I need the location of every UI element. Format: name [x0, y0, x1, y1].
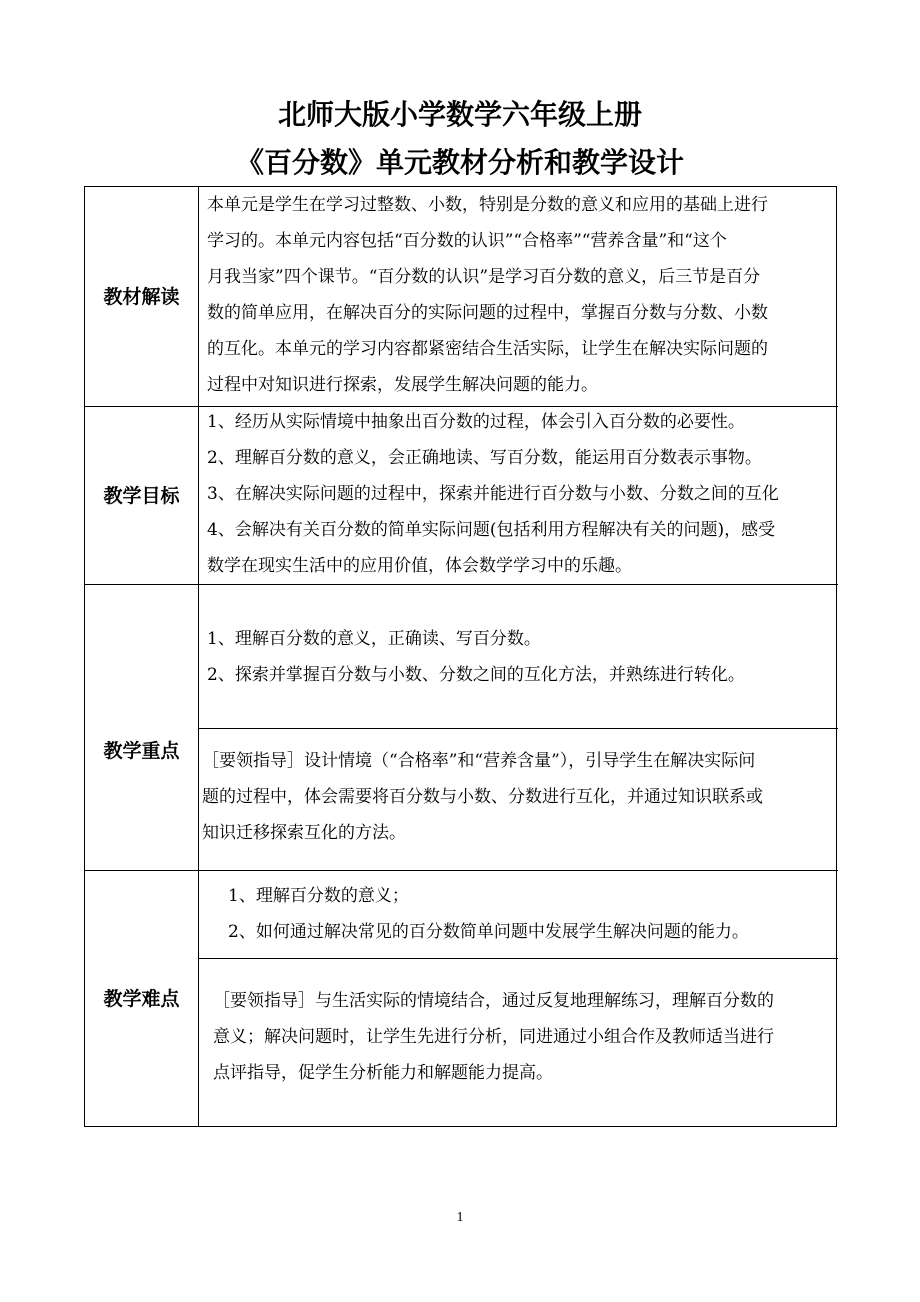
text-line: 月我当家”四个课节。“百分数的认识”是学习百分数的意义，后三节是百分 — [207, 267, 761, 287]
text-line: 3、在解决实际问题的过程中，探索并能进行百分数与小数、分数之间的互化 — [207, 484, 779, 504]
text-line: 数学在现实生活中的应用价值，体会数学学习中的乐趣。 — [207, 556, 632, 576]
text-line: 知识迁移探索互化的方法。 — [202, 823, 406, 843]
teaching-difficulty-guidance — [213, 983, 833, 1091]
document-title-line1: 北师大版小学数学六年级上册 — [277, 98, 642, 131]
text-line: ［要领指导］设计情境（“合格率”和“营养含量”），引导学生在解决实际问 — [202, 751, 756, 771]
text-line: 点评指导，促学生分析能力和解题能力提高。 — [213, 1063, 553, 1083]
teaching-objectives-content — [207, 404, 827, 584]
page-number: 1 — [456, 1210, 464, 1225]
teaching-focus-guidance — [202, 743, 822, 851]
row-label-textbook-analysis: 教材解读 — [103, 286, 180, 308]
row-divider — [85, 870, 838, 871]
text-line: 2、如何通过解决常见的百分数简单问题中发展学生解决问题的能力。 — [228, 922, 749, 942]
text-line: 2、探索并掌握百分数与小数、分数之间的互化方法，并熟练进行转化。 — [207, 665, 745, 685]
teaching-difficulty-content — [228, 878, 848, 950]
textbook-analysis-content — [207, 187, 827, 403]
row-label-teaching-difficulty: 教学难点 — [103, 988, 180, 1010]
text-line: 4、会解决有关百分数的简单实际问题(包括利用方程解决有关的问题)，感受 — [207, 520, 776, 540]
text-line: 2、理解百分数的意义，会正确地读、写百分数，能运用百分数表示事物。 — [207, 448, 762, 468]
row-label-teaching-objectives: 教学目标 — [103, 485, 180, 507]
text-line: 1、理解百分数的意义； — [228, 886, 409, 906]
text-line: 1、经历从实际情境中抽象出百分数的过程，体会引入百分数的必要性。 — [207, 412, 745, 432]
cell-divider — [198, 728, 838, 729]
text-line: 1、理解百分数的意义，正确读、写百分数。 — [207, 629, 541, 649]
cell-divider — [198, 958, 838, 959]
text-line: 本单元是学生在学习过整数、小数，特别是分数的意义和应用的基础上进行 — [207, 195, 768, 215]
text-line: 过程中对知识进行探索，发展学生解决问题的能力。 — [207, 375, 598, 395]
text-line: ［要领指导］与生活实际的情境结合，通过反复地理解练习，理解百分数的 — [213, 991, 774, 1011]
row-divider — [85, 584, 838, 585]
row-label-teaching-focus: 教学重点 — [103, 740, 180, 762]
text-line: 学习的。本单元内容包括“百分数的认识”“合格率”“营养含量”和“这个 — [207, 231, 727, 251]
text-line: 题的过程中，体会需要将百分数与小数、分数进行互化，并通过知识联系或 — [202, 787, 763, 807]
text-line: 的互化。本单元的学习内容都紧密结合生活实际，让学生在解决实际问题的 — [207, 339, 768, 359]
analysis-table — [84, 186, 837, 1127]
column-divider — [198, 187, 199, 1126]
teaching-focus-content — [207, 621, 827, 693]
text-line: 意义；解决问题时，让学生先进行分析，同进通过小组合作及教师适当进行 — [213, 1027, 774, 1047]
document-title-line2: 《百分数》单元教材分析和教学设计 — [235, 146, 684, 179]
text-line: 数的简单应用，在解决百分的实际问题的过程中，掌握百分数与分数、小数 — [207, 303, 768, 323]
